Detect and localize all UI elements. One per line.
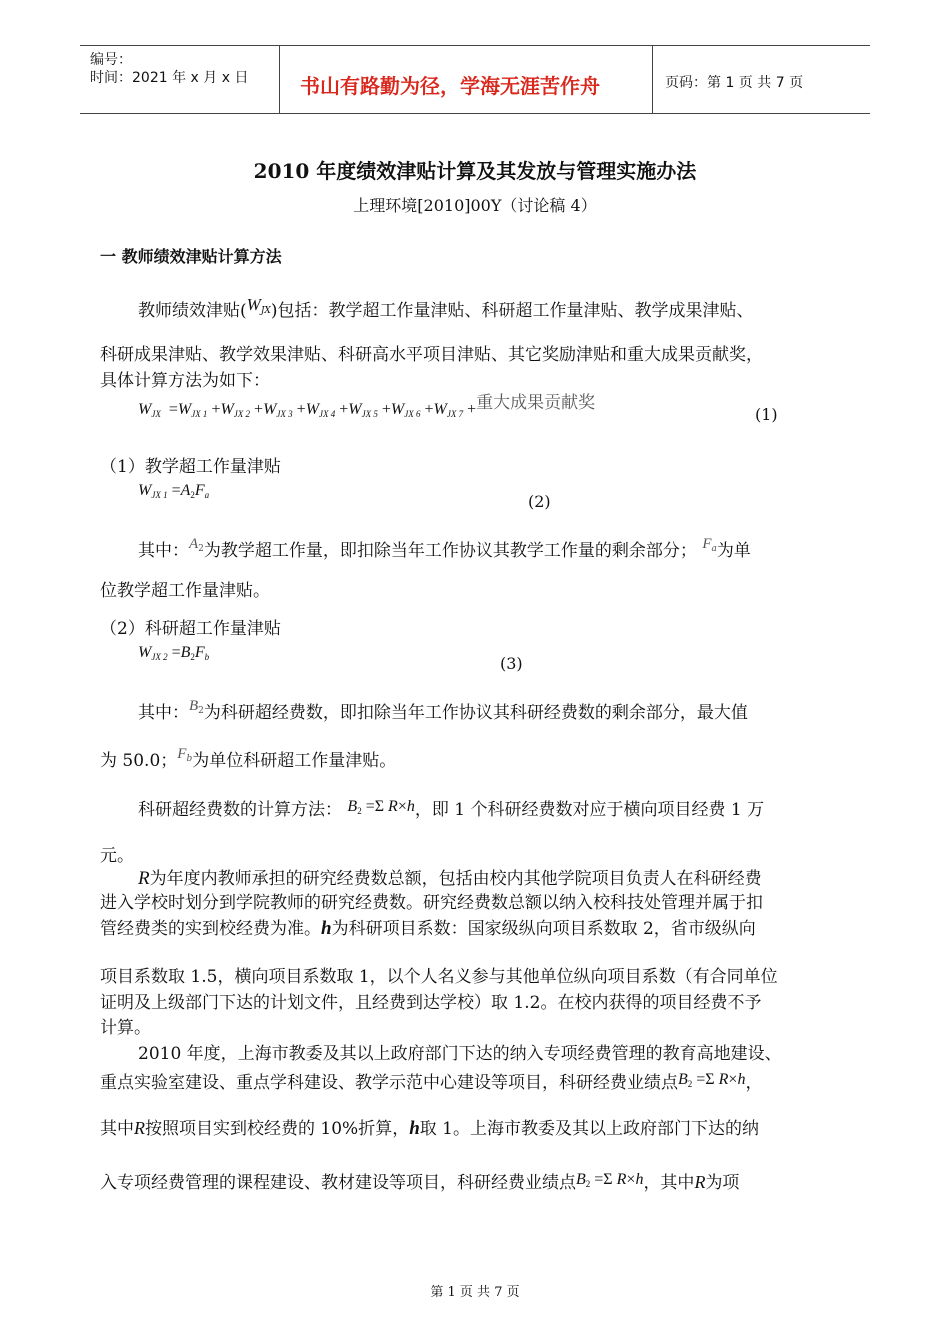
para-r-text-1: 为年度内教师承担的研究经费数总额，包括由校内其他学院项目负责人在科研经费 [149,869,762,889]
item2-desc-line2-b: 为单位科研超工作量津贴。 [192,751,397,771]
eq1-term-5: JX 5 [361,409,378,419]
item1-desc-a: 其中： [138,541,189,561]
symbol-r-2: R [134,1118,145,1138]
para-r-text-3b: 为科研项目系数：国家级纵向项目系数取 2，省市级纵向 [331,919,756,939]
eq1-term-6: JX 6 [404,409,421,419]
para-r-line-3 [100,916,756,942]
formula-b2-sum-2: B2 =Σ R×h [678,1071,746,1089]
eq2-rhs-f-sub: a [204,490,210,500]
eq2-rhs-a-sub: 2 [190,490,195,500]
eq1-tail: 重大成果贡献奖 [476,393,596,413]
symbol-r: R [138,868,150,889]
symbol-a2: A [189,536,199,552]
eq1-term-4: JX 4 [319,409,336,419]
item2-desc-b: 为科研超经费数，即扣除当年工作协议其科研经费数的剩余部分，最大值 [203,703,748,723]
eq1-term-3: JX 3 [276,409,293,419]
item2-heading: （2）科研超工作量津贴 [100,619,281,639]
equation-3: $W_{JX 2} =B2F_b$ [138,644,210,662]
para-r-line-6: 计算。 [100,1018,151,1038]
header-page-info: 页码：第 1 页 共 7 页 [665,75,804,91]
para-2010-text-3c: 取 1。上海市教委及其以上政府部门下达的纳 [419,1119,760,1139]
equation-1-number: (1) [755,405,778,424]
item1-desc-b: 为教学超工作量，即扣除当年工作协议其教学工作量的剩余部分； [203,541,697,561]
formula-b2-sum-3: B2 =Σ R×h [576,1171,644,1189]
symbol-fb: F [177,746,187,762]
para-2010-text-4c: 为项 [705,1173,740,1193]
document-subtitle: 上理环境[2010]00Y（讨论稿 4） [353,196,597,215]
item2-desc-line-2 [100,746,397,773]
item2-desc-a: 其中： [138,703,189,723]
para-2010-line-3 [100,1116,759,1142]
eq1-term-2: JX 2 [233,409,251,419]
eq2-rhs-a: A [180,482,191,499]
calc-text-a: 科研超经费数的计算方法： [138,800,342,820]
symbol-r-3: R [694,1172,706,1192]
equation-2-number: (2) [528,492,551,511]
footer-page-number: 第 1 页 共 7 页 [430,1285,520,1300]
para-2010-text-3b: 按照项目实到校经费的 10%折算， [145,1119,410,1139]
item1-desc-line-1 [138,536,751,563]
header-number-label: 编号： [90,52,132,68]
header-divider-left [279,45,280,113]
para-2010-line-2 [100,1072,762,1095]
para-2010-text-2b: ， [745,1073,763,1093]
para-2010-text-3a: 其中 [100,1119,134,1139]
document-title: 2010 年度绩效津贴计算及其发放与管理实施办法 [253,159,697,183]
calc-text-b: ，即 1 个科研经费数对应于横向项目经费 1 万 [414,800,765,820]
intro-line-1 [138,295,754,323]
eq1-lhs-sub: JX [151,409,161,419]
header-top-rule [80,45,870,46]
item1-desc-c: 为单 [716,541,751,561]
calc-line-2: 元。 [100,846,134,866]
para-2010-text-4a: 入专项经费管理的课程建设、教材建设等项目，科研经费业绩点 [100,1173,576,1193]
header-bottom-rule [80,113,870,114]
header-motto: 书山有路勤为径，学海无涯苦作舟 [300,74,600,98]
section-heading: 一 教师绩效津贴计算方法 [100,247,282,266]
item1-heading: （1）教学超工作量津贴 [100,457,281,477]
formula-b2-sum: B2 =Σ R×h [347,798,415,816]
eq2-lhs-sub: JX 1 [151,490,168,500]
symbol-fa-sub: a [711,544,717,554]
symbol-w: W [246,295,261,314]
symbol-w-sub: JX [260,306,271,316]
symbol-h-2: h [409,1118,420,1139]
intro-text-b: )包括：教学超工作量津贴、科研超工作量津贴、教学成果津贴、 [270,301,754,321]
intro-line-3: 具体计算方法为如下： [100,371,270,391]
header-divider-right [652,45,653,113]
equation-2: $W_{JX 1} =A2F_a$ [138,482,210,500]
para-r-line-4: 项目系数取 1.5，横向项目系数取 1，以个人名义参与其他单位纵向项目系数（有合同单位 [100,967,778,987]
eq3-rhs-f: F [194,644,205,661]
symbol-a2-sub: 2 [198,544,204,554]
eq3-lhs-sub: JX 2 [151,652,168,662]
item2-desc-line-1 [138,698,748,725]
calc-line-1 [138,799,764,822]
eq3-rhs-f-sub: b [204,652,210,662]
item2-desc-line2-a: 为 50.0； [100,751,178,771]
symbol-h: h [321,918,332,939]
header-time-label: 时间：2021 年 x 月 x 日 [90,70,249,86]
symbol-fb-sub: b [186,754,193,764]
intro-text-a: 教师绩效津贴( [138,301,247,321]
item1-desc-line-2: 位教学超工作量津贴。 [100,581,270,601]
eq3-rhs-b: B [180,644,191,661]
para-r-line-2: 进入学校时划分到学院教师的研究经费数。研究经费数总额以纳入校科技处管理并属于扣 [100,893,763,913]
eq3-rhs-b-sub: 2 [190,652,195,662]
para-2010-text-4b: ，其中 [643,1173,695,1193]
symbol-b2-sub: 2 [198,706,204,716]
symbol-fa: F [702,536,712,552]
equation-3-number: (3) [500,654,523,673]
para-2010-text-2a: 重点实验室建设、重点学科建设、教学示范中心建设等项目，科研经费业绩点 [100,1073,678,1093]
intro-line-2: 科研成果津贴、教学效果津贴、科研高水平项目津贴、其它奖励津贴和重大成果贡献奖， [100,345,763,365]
para-2010-line-4 [100,1170,739,1195]
symbol-b2: B [189,698,199,714]
eq1-term-1: JX 1 [191,409,208,419]
eq1-term-7: JX 7 [446,409,464,419]
eq2-rhs-f: F [194,482,205,499]
para-r-line-1 [138,866,762,892]
para-r-text-3a: 管经费类的实到校经费为准。 [100,919,321,939]
para-2010-line-1: 2010 年度，上海市教委及其以上政府部门下达的纳入专项经费管理的教育高地建设、 [138,1044,782,1064]
para-r-line-5: 证明及上级部门下达的计划文件，且经费到达学校）取 1.2。在校内获得的项目经费不予 [100,993,762,1013]
equation-1: $W_{JX} =W_{JX 1} +W_{JX 2} +W_{JX 3} +W_{JX 4} +W_{JX 5} +W_{JX 6} +W_{JX 7}$ +重大成果贡献奖 [138,393,596,419]
